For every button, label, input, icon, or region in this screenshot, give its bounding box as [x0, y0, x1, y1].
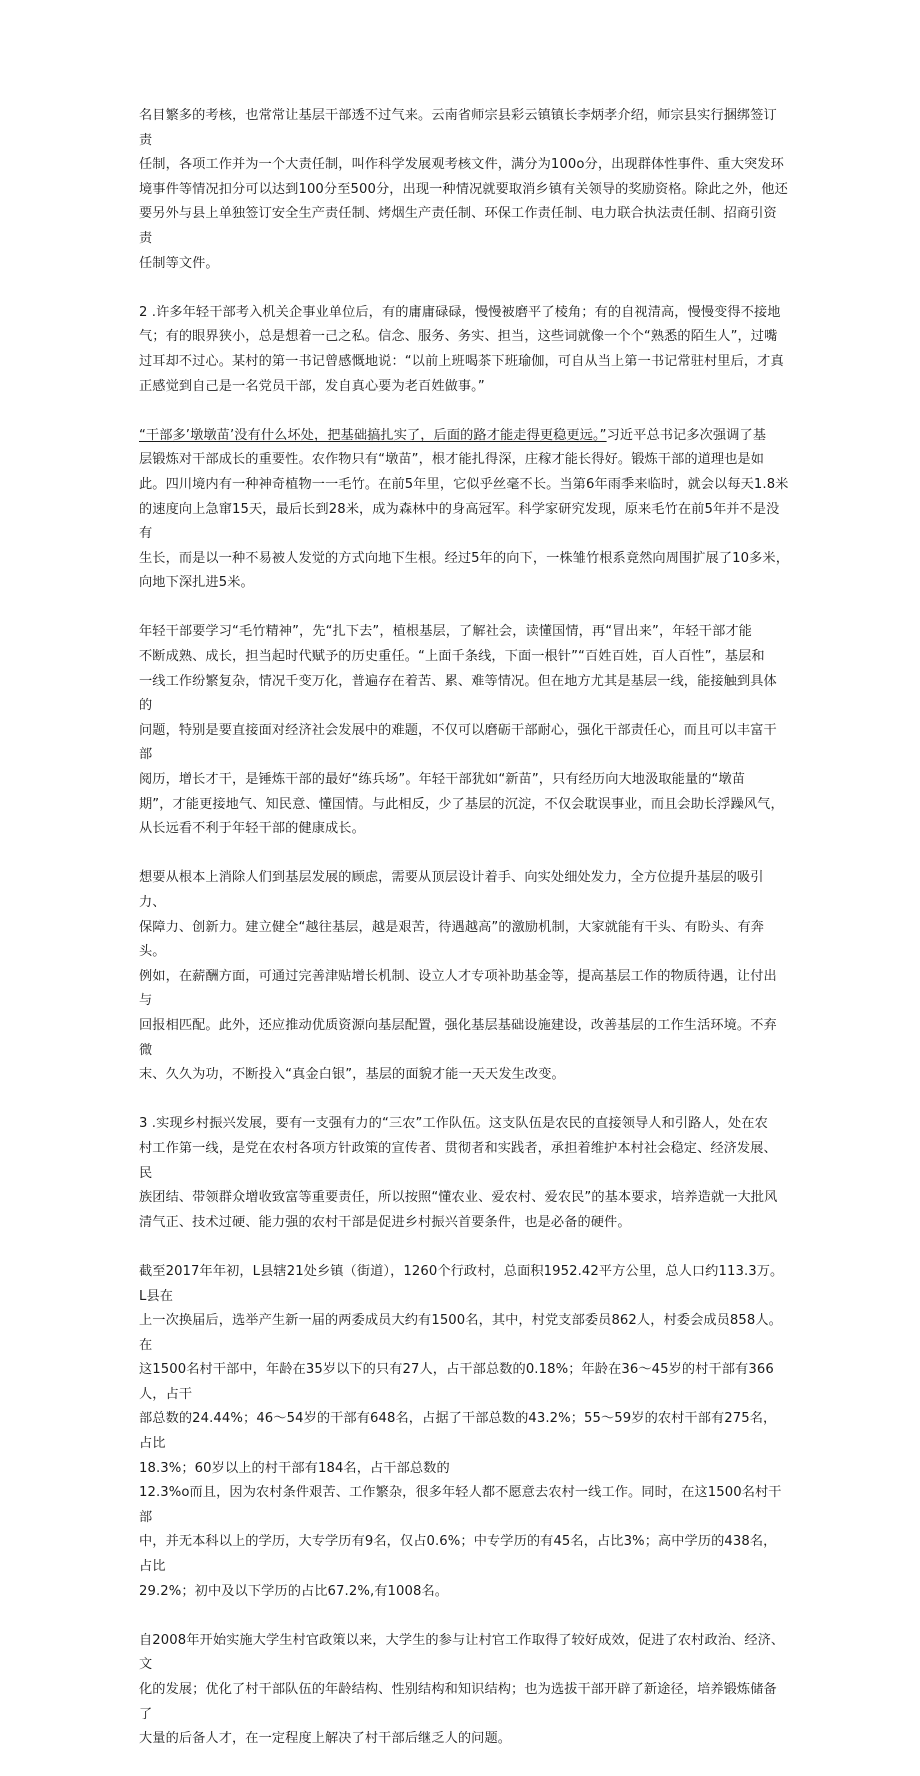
paragraph-bamboo-spirit: 年轻干部要学习“毛竹精神”，先“扎下去”，植根基层，了解社会，读懂国情，再“冒出来”，年轻干部才能 不断成熟、成长，担当起时代赋予的历史重任。“上面千条线，下面一根针”“百姓百姓，百人百性”，基层和 一线工作纷繁复杂，情况千变万化，普遍存在着苦、累、难等情况。但在地方尤其是基层一线，能接触到具体的 问题，特别是要直接面对经济社会发展中的难题，不仅可以磨砺干部耐心，强化干部责任心，而且可以丰富干部 阅历，增长才干，是锤炼干部的最好“练兵场”。年轻干部犹如“新苗”，只有经历向大地汲取能量的“墩苗 期”，才能更接地气、知民意、懂国情。与此相反，少了基层的沉淀，不仅会耽误事业，而且会助长浮躁风气， 从长远看不利于年轻干部的健康成长。 — [139, 624, 784, 837]
paragraph-incentives: 想要从根本上消除人们到基层发展的顾虑，需要从顶层设计着手、向实处细处发力，全方位提升基层的吸引力、 保障力、创新力。建立健全“越往基层，越是艰苦，待遇越高”的激励机制，大家就能有干头、有盼头、有奔头。 例如，在薪酬方面，可通过完善津贴增长机制、设立人才专项补助基金等，提高基层工作的物质待遇，让付出与 回报相匹配。此外，还应推动优质资源向基层配置，强化基层基础设施建设，改善基层的工作生活环境。不弃微 末、久久为功，不断投入“真金白银”，基层的面貌才能一天天发生改变。 — [139, 870, 777, 1083]
document-body — [139, 104, 789, 1776]
underlined-quote: “干部多’墩墩苗’没有什么坏处，把基础搞扎实了，后面的路才能走得更稳更远。” — [139, 427, 607, 443]
paragraph-bamboo — [139, 424, 789, 596]
paragraph-young-cadres: 2 .许多年轻干部考入机关企事业单位后，有的庸庸碌碌，慢慢被磨平了棱角；有的自视清高，慢慢变得不接地 气；有的眼界狭小，总是想着一己之私。信念、服务、务实、担当，这些词就像一个个“熟悉的陌生人”，过嘴 过耳却不过心。某村的第一书记曾感慨地说：“以前上班喝茶下班瑜伽，可自从当上第一书记常驻村里后，才真 正感觉到自己是一名党员干部，发自真心要为老百姓做事。” — [139, 304, 784, 394]
paragraph-rural-revitalization: 3 .实现乡村振兴发展，要有一支强有力的“三农”工作队伍。这支队伍是农民的直接领导人和引路人，处在农 村工作第一线，是党在农村各项方针政策的宣传者、贯彻者和实践者，承担着维护本村社会稳定、经济发展、民 族团结、带领群众增收致富等重要责任，所以按照“懂农业、爱农村、爱农民”的基本要求，培养造就一大批风 清气正、技术过硬、能力强的农村干部是促进乡村振兴首要条件，也是必备的硬件。 — [139, 1116, 778, 1230]
paragraph-bamboo-text: 习近平总书记多次强调了基 层锻炼对干部成长的重要性。农作物只有“墩苗”，根才能扎得深，庄稼才能长得好。锻炼干部的道理也是如 此。四川境内有一种神奇植物一一毛竹。在前5年里，它似乎丝毫不长。当第6年雨季来临时，就会以每天1.8米 的速度向上急窜15天，最后长到28米，成为森林中的身高冠军。科学家研究发现，原来毛竹在前5年并不是没有 生长，而是以一种不易被人发觉的方式向地下生根。经过5年的向下，一株雏竹根系竟然向周围扩展了10多米， 向地下深扎进5米。 — [139, 427, 789, 591]
paragraph-student-officials: 自2008年开始实施大学生村官政策以来，大学生的参与让村官工作取得了较好成效，促进了农村政治、经济、文 化的发展；优化了村干部队伍的年龄结构、性别结构和知识结构；也为选拔干部开辟了新途径，培养锻炼储备了 大量的后备人才，在一定程度上解决了村干部后继乏人的问题。 — [139, 1632, 785, 1747]
paragraph-county-statistics: 截至2017年年初，L县辖21处乡镇（街道），1260个行政村，总面积1952.42平方公里，总人口约113.3万。L县在 上一次换届后，选举产生新一届的两委成员大约有1500名，其中，村党支部委员862人，村委会成员858人。在 这1500名村干部中，年龄在35岁以下的只有27人，占干部总数的0.18%；年龄在36〜45岁的村干部有366人，占干 部总数的24.44%；46〜54岁的干部有648名，占据了干部总数的43.2%；55〜59岁的农村干部有275名，占比 18.3%；60岁以上的村干部有184名，占干部总数的 12.3%o而且，因为农村条件艰苦、工作繁杂，很多年轻人都不愿意去农村一线工作。同时，在这1500名村干部 中，并无本科以上的学历，大专学历有9名，仅占0.6%；中专学历的有45名，占比3%；高中学历的438名，占比 29.2%；初中及以下学历的占比67.2%,有1008名。 — [139, 1263, 784, 1599]
paragraph-assessment: 名目繁多的考核，也常常让基层干部透不过气来。云南省师宗县彩云镇镇长李炳孝介绍，师宗县实行捆绑签订责 任制，各项工作并为一个大责任制，叫作科学发展观考核文件，满分为100o分，出现群体性事件、重大突发环 境事件等情况扣分可以达到100分至500分，出现一种情况就要取消乡镇有关领导的奖励资格。除此之外，他还 要另外与县上单独签订安全生产责任制、烤烟生产责任制、环保工作责任制、电力联合执法责任制、招商引资责 任制等文件。 — [139, 108, 788, 271]
